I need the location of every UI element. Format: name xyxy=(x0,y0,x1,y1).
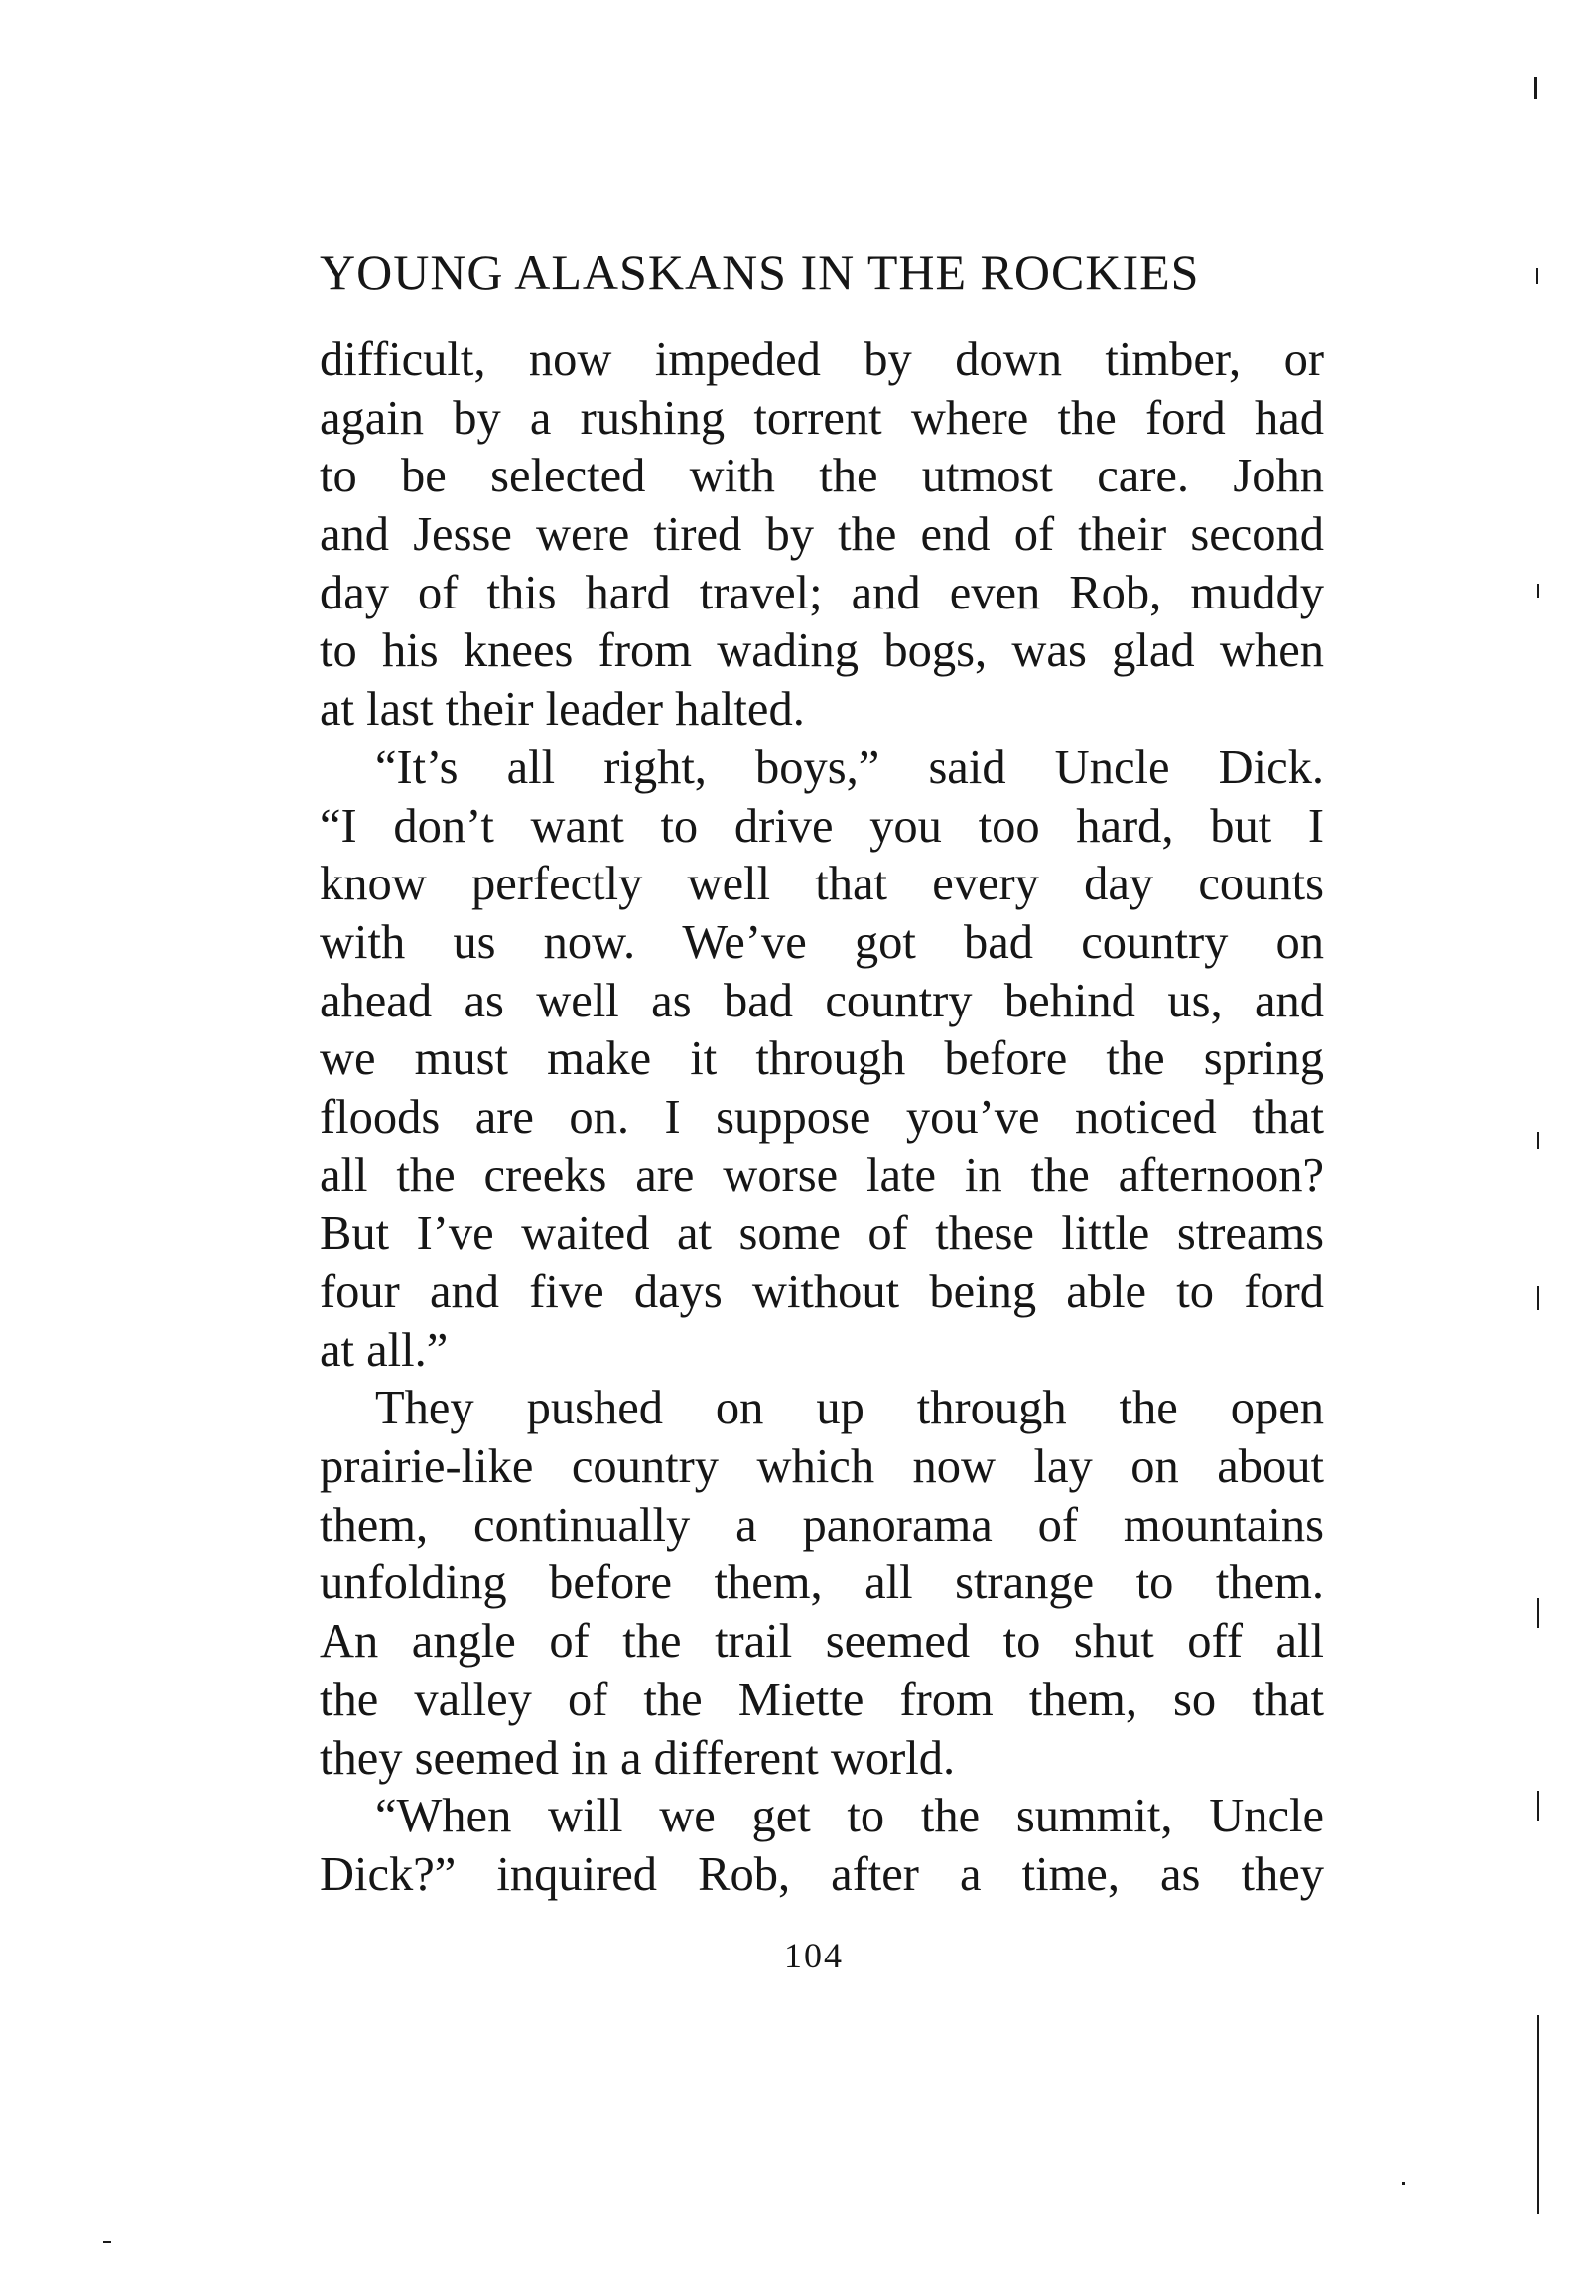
body-text xyxy=(320,332,1324,1905)
text-line: floods are on. I suppose you’ve noticed that xyxy=(320,1090,1324,1144)
text-line: all the creeks are worse late in the afternoon? xyxy=(320,1148,1324,1202)
scan-speck xyxy=(1402,2182,1405,2185)
text-line: know perfectly well that every day counts xyxy=(320,858,1324,911)
paragraph-2 xyxy=(320,740,1324,1381)
text-line: they seemed in a different world. xyxy=(320,1731,956,1785)
text-line: An angle of the trail seemed to shut off all xyxy=(320,1615,1324,1669)
text-line: But I’ve waited at some of these little streams xyxy=(320,1207,1324,1261)
text-line: at all.” xyxy=(320,1323,449,1377)
running-head-title: YOUNG ALASKANS IN THE ROCKIES xyxy=(320,244,1200,300)
text-line: four and five days without being able to ford xyxy=(320,1266,1324,1318)
text-line: “I don’t want to drive you too hard, but I xyxy=(320,799,1324,853)
scan-edge-mark xyxy=(1537,1598,1539,1628)
scan-speck xyxy=(103,2241,111,2243)
scan-edge-mark xyxy=(1537,1286,1539,1310)
page-number: 104 xyxy=(784,1936,844,1975)
text-line: “It’s all right, boys,” said Uncle Dick. xyxy=(375,741,1324,794)
text-line: with us now. We’ve got bad country on xyxy=(320,915,1324,969)
scan-edge-mark xyxy=(1534,77,1537,99)
text-line: difficult, now impeded by down timber, or xyxy=(320,334,1324,386)
text-line: unfolding before them, all strange to them. xyxy=(320,1556,1324,1610)
text-line: the valley of the Miette from them, so that xyxy=(320,1673,1324,1726)
text-line: They pushed on up through the open xyxy=(375,1382,1324,1435)
scan-edge-mark xyxy=(1537,1132,1539,1149)
text-line: we must make it through before the spring xyxy=(320,1032,1324,1086)
text-line: Dick?” inquired Rob, after a time, as they xyxy=(320,1847,1324,1901)
scan-edge-mark xyxy=(1536,268,1538,284)
text-line: day of this hard travel; and even Rob, muddy xyxy=(320,566,1324,619)
text-line: them, continually a panorama of mountains xyxy=(320,1498,1324,1552)
text-line: to his knees from wading bogs, was glad when xyxy=(320,624,1324,678)
text-line: and Jesse were tired by the end of their second xyxy=(320,508,1324,562)
scan-edge-mark xyxy=(1537,584,1539,598)
text-line: again by a rushing torrent where the ford had xyxy=(320,391,1324,445)
text-line: “When will we get to the summit, Uncle xyxy=(375,1790,1324,1843)
text-line: to be selected with the utmost care. John xyxy=(320,450,1324,503)
paragraph-4 xyxy=(320,1788,1324,1904)
text-line: ahead as well as bad country behind us, and xyxy=(320,974,1324,1027)
text-line: prairie-like country which now lay on about xyxy=(320,1440,1324,1494)
paragraph-1 xyxy=(320,332,1324,740)
scan-edge-mark xyxy=(1537,1791,1539,1821)
scan-edge-mark xyxy=(1537,2015,1539,2214)
paragraph-3 xyxy=(320,1380,1324,1788)
text-line: at last their leader halted. xyxy=(320,683,805,737)
